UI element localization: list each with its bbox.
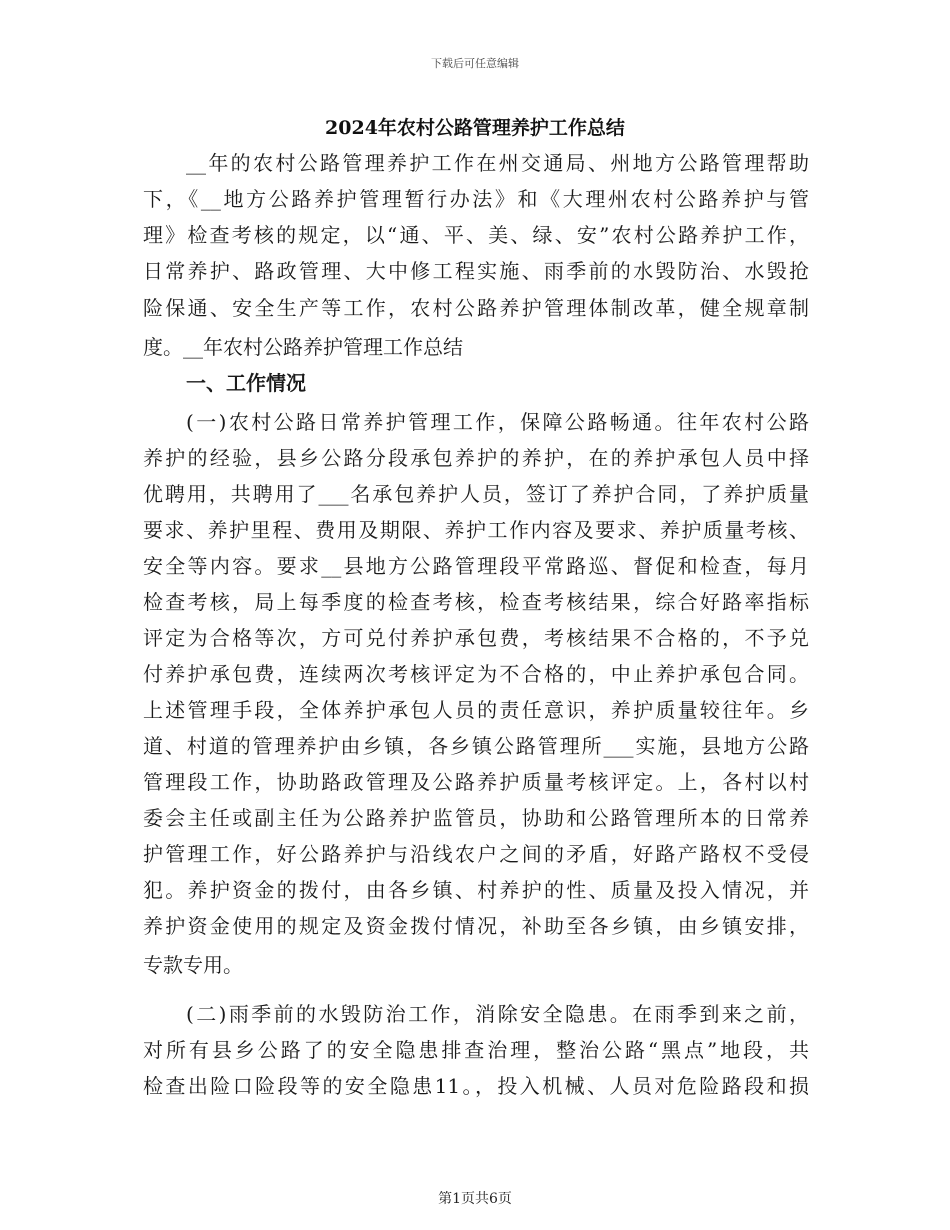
text-line: 专款专用。: [143, 953, 243, 977]
text-line: 安全等内容。要求__县地方公路管理段平常路巡、督促和检查，每月: [143, 554, 809, 578]
text-line: 理》检查考核的规定，以“通、平、美、绿、安”农村公路养护工作，: [143, 223, 809, 247]
text-line: 日常养护、路政管理、大中修工程实施、雨季前的水毁防治、水毁抢: [143, 259, 809, 283]
text-line: 上述管理手段，全体养护承包人员的责任意识，养护质量较往年。乡: [143, 698, 809, 722]
text-line: 养护的经验，县乡公路分段承包养护的养护，在的养护承包人员中择: [143, 446, 809, 470]
text-line: (二)雨季前的水毁防治工作，消除安全隐患。在雨季到来之前，: [186, 1002, 809, 1026]
text-line: 险保通、安全生产等工作，农村公路养护管理体制改革，健全规章制: [143, 296, 809, 320]
text-line: 委会主任或副主任为公路养护监管员，协助和公路管理所本的日常养: [143, 806, 809, 830]
text-line: 优聘用，共聘用了___名承包养护人员，签订了养护合同，了养护质量: [143, 482, 809, 506]
text-line: 评定为合格等次，方可兑付养护承包费，考核结果不合格的，不予兑: [143, 626, 809, 650]
text-line: 管理段工作，协助路政管理及公路养护质量考核评定。上，各村以村: [143, 770, 809, 794]
text-line: 犯。养护资金的拨付，由各乡镇、村养护的性、质量及投入情况，并: [143, 878, 809, 902]
text-line: 要求、养护里程、费用及期限、养护工作内容及要求、养护质量考核、: [143, 518, 809, 542]
page-number: 第1页共6页: [438, 1191, 512, 1207]
text-line: (一)农村公路日常养护管理工作，保障公路畅通。往年农村公路: [186, 410, 809, 434]
text-line: 道、村道的管理养护由乡镇，各乡镇公路管理所___实施，县地方公路: [143, 734, 809, 758]
text-line: 对所有县乡公路了的安全隐患排查治理，整治公路“黑点”地段，共: [143, 1038, 809, 1062]
page-header-note: 下载后可任意编辑: [431, 57, 519, 70]
text-line: 度。__年农村公路养护管理工作总结: [143, 335, 463, 359]
section-heading: 一、工作情况: [186, 371, 306, 395]
text-line: 养护资金使用的规定及资金拨付情况，补助至各乡镇，由乡镇安排，: [143, 914, 809, 938]
text-line: 检查考核，局上每季度的检查考核，检查考核结果，综合好路率指标: [143, 590, 809, 614]
text-line: 护管理工作，好公路养护与沿线农户之间的矛盾，好路产路权不受侵: [143, 842, 809, 866]
text-line: 付养护承包费，连续两次考核评定为不合格的，中止养护承包合同。: [143, 662, 809, 686]
text-line: __年的农村公路管理养护工作在州交通局、州地方公路管理帮助: [186, 151, 809, 175]
text-line: 下，《__地方公路养护管理暂行办法》和《大理州农村公路养护与管: [143, 187, 809, 211]
document-title: 2024年农村公路管理养护工作总结: [325, 117, 625, 139]
text-line: 检查出险口险段等的安全隐患11。，投入机械、人员对危险路段和损: [143, 1074, 809, 1098]
